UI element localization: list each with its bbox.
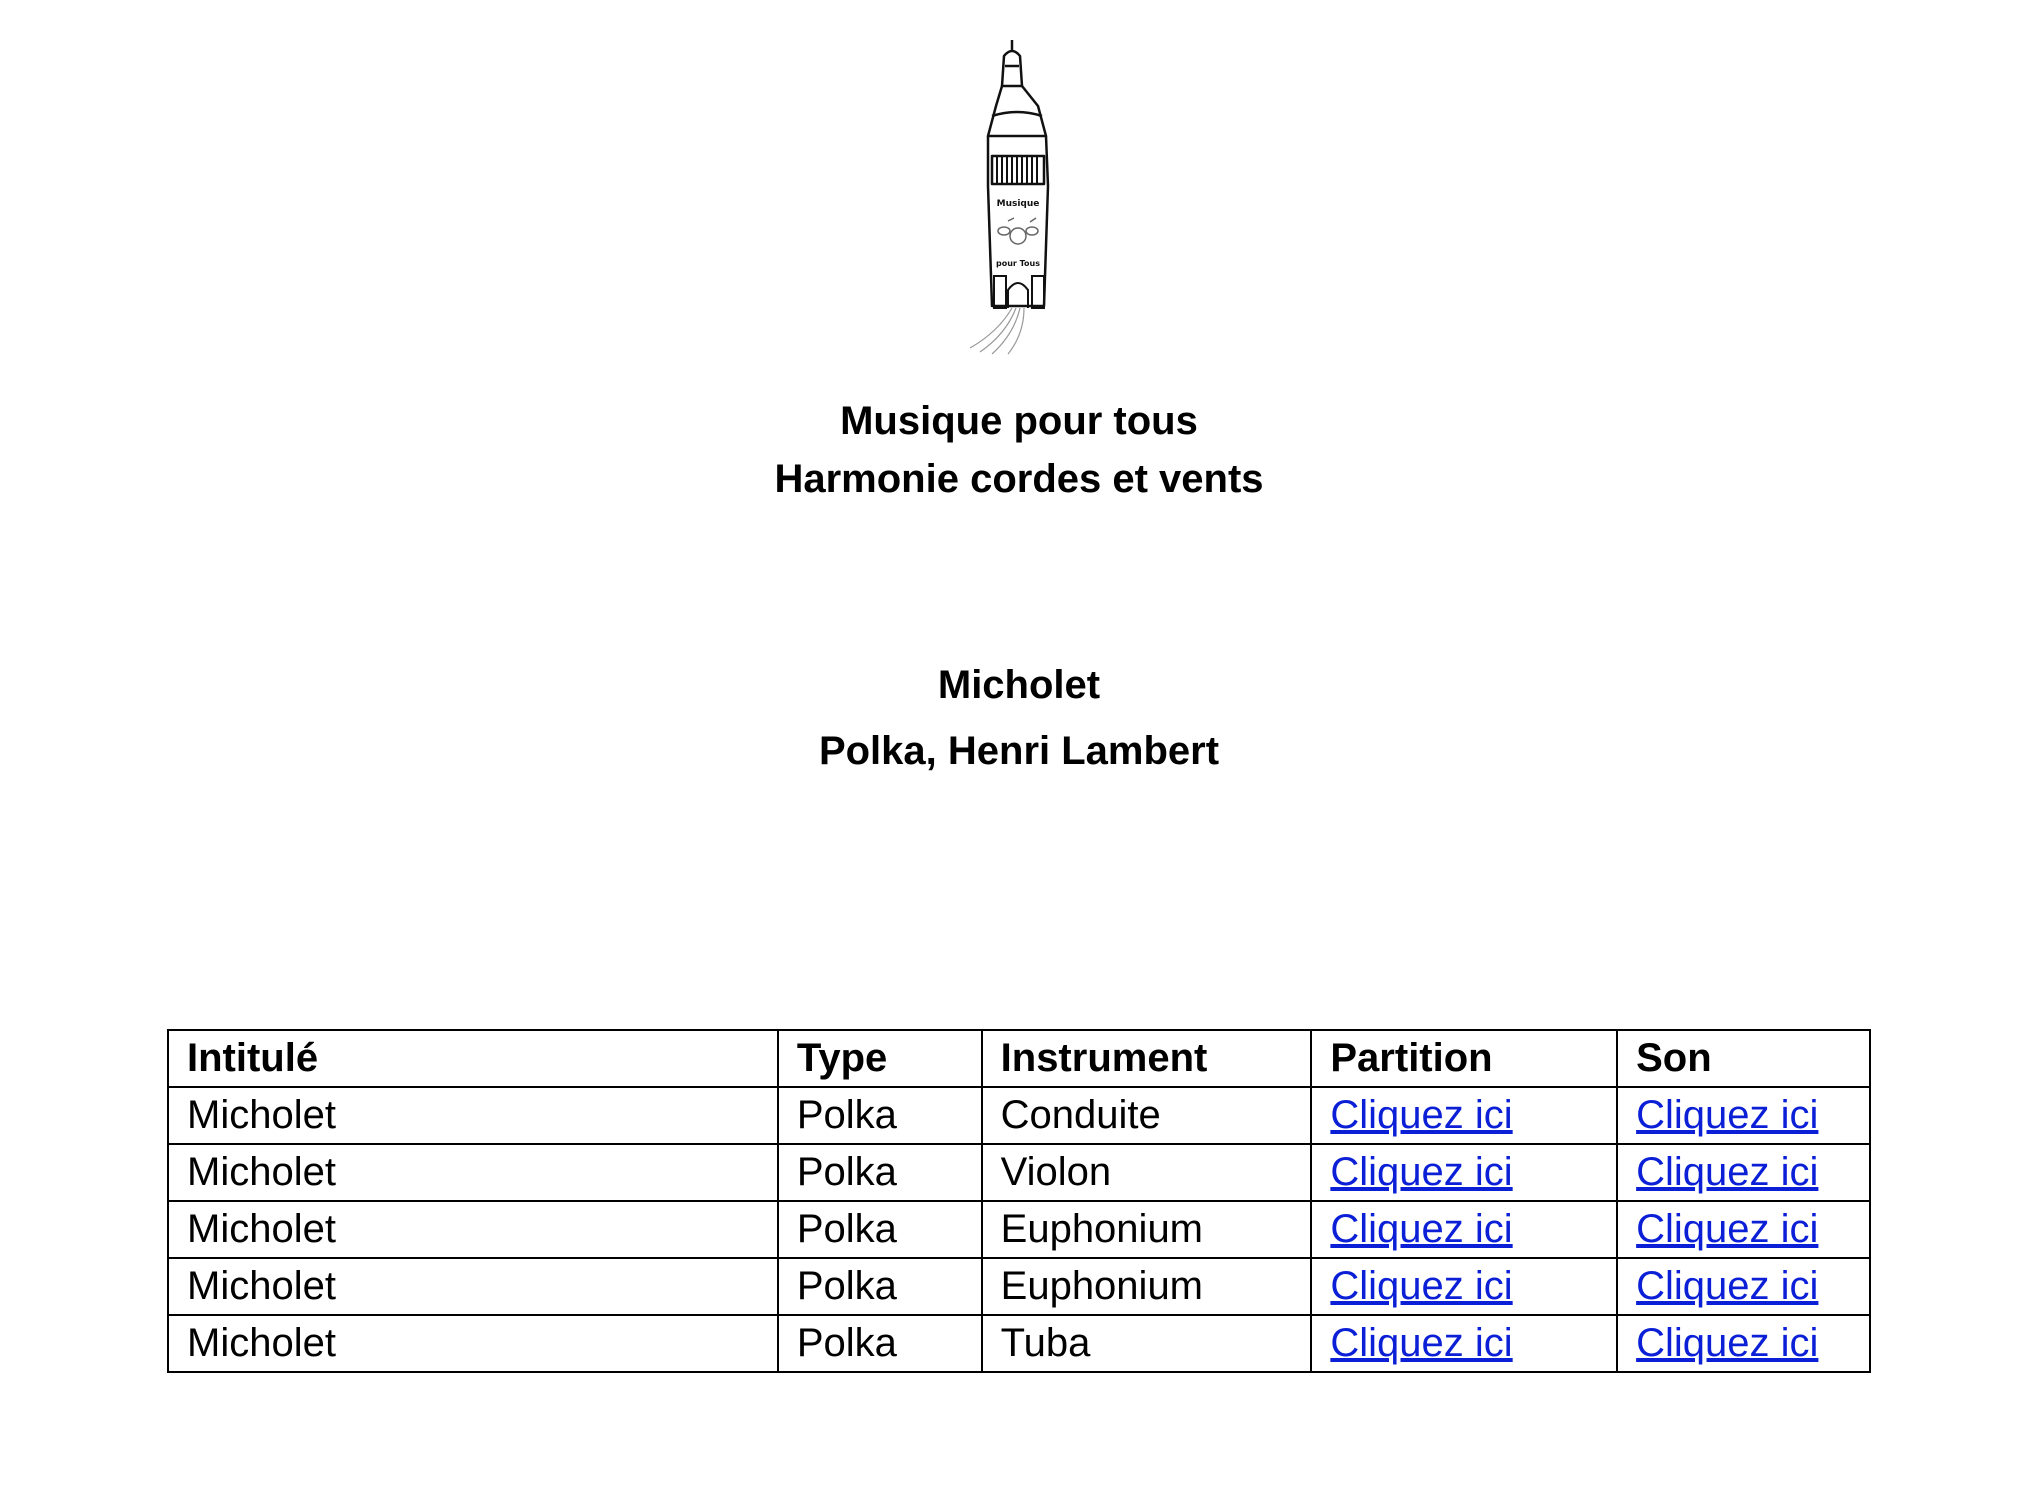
cell-partition [1311, 1315, 1617, 1372]
cell-partition [1311, 1087, 1617, 1144]
cell-intitule: Micholet [168, 1315, 778, 1372]
cell-type: Polka [778, 1258, 982, 1315]
partition-link[interactable]: Cliquez ici [1330, 1093, 1513, 1137]
table-header-row [168, 1030, 1870, 1087]
org-subtitle: Harmonie cordes et vents [774, 457, 1264, 501]
partition-link[interactable]: Cliquez ici [1330, 1264, 1513, 1308]
tower-logo [952, 36, 1082, 356]
table-row [168, 1144, 1870, 1201]
cell-type: Polka [778, 1201, 982, 1258]
piece-title: Micholet [937, 663, 1101, 707]
cell-instrument: Conduite [982, 1087, 1312, 1144]
piece-subtitle: Polka, Henri Lambert [818, 729, 1220, 773]
cell-partition [1311, 1258, 1617, 1315]
header-instrument: Instrument [982, 1030, 1312, 1087]
cell-son [1617, 1144, 1870, 1201]
header-intitule: Intitulé [168, 1030, 778, 1087]
cell-intitule: Micholet [168, 1201, 778, 1258]
cell-instrument: Euphonium [982, 1201, 1312, 1258]
org-name: Musique pour tous [840, 399, 1198, 443]
son-link[interactable]: Cliquez ici [1636, 1150, 1819, 1194]
scores-table [167, 1029, 1871, 1373]
table-row [168, 1315, 1870, 1372]
partition-link[interactable]: Cliquez ici [1330, 1321, 1513, 1365]
tower-icon [952, 36, 1082, 356]
partition-link[interactable]: Cliquez ici [1330, 1150, 1513, 1194]
header-son: Son [1617, 1030, 1870, 1087]
cell-type: Polka [778, 1315, 982, 1372]
table-row [168, 1087, 1870, 1144]
org-heading [0, 392, 2038, 508]
cell-son [1617, 1315, 1870, 1372]
header-type: Type [778, 1030, 982, 1087]
logo-text-bottom: pour Tous [996, 259, 1040, 268]
son-link[interactable]: Cliquez ici [1636, 1321, 1819, 1365]
son-link[interactable]: Cliquez ici [1636, 1207, 1819, 1251]
cell-intitule: Micholet [168, 1144, 778, 1201]
piece-heading [0, 652, 2038, 784]
header-partition: Partition [1311, 1030, 1617, 1087]
cell-instrument: Tuba [982, 1315, 1312, 1372]
logo-text-top: Musique [996, 199, 1040, 209]
cell-son [1617, 1087, 1870, 1144]
table-row [168, 1258, 1870, 1315]
cell-son [1617, 1258, 1870, 1315]
table-row [168, 1201, 1870, 1258]
cell-instrument: Violon [982, 1144, 1312, 1201]
cell-type: Polka [778, 1087, 982, 1144]
cell-partition [1311, 1201, 1617, 1258]
cell-instrument: Euphonium [982, 1258, 1312, 1315]
son-link[interactable]: Cliquez ici [1636, 1093, 1819, 1137]
partition-link[interactable]: Cliquez ici [1330, 1207, 1513, 1251]
cell-partition [1311, 1144, 1617, 1201]
cell-intitule: Micholet [168, 1258, 778, 1315]
cell-intitule: Micholet [168, 1087, 778, 1144]
cell-type: Polka [778, 1144, 982, 1201]
cell-son [1617, 1201, 1870, 1258]
son-link[interactable]: Cliquez ici [1636, 1264, 1819, 1308]
